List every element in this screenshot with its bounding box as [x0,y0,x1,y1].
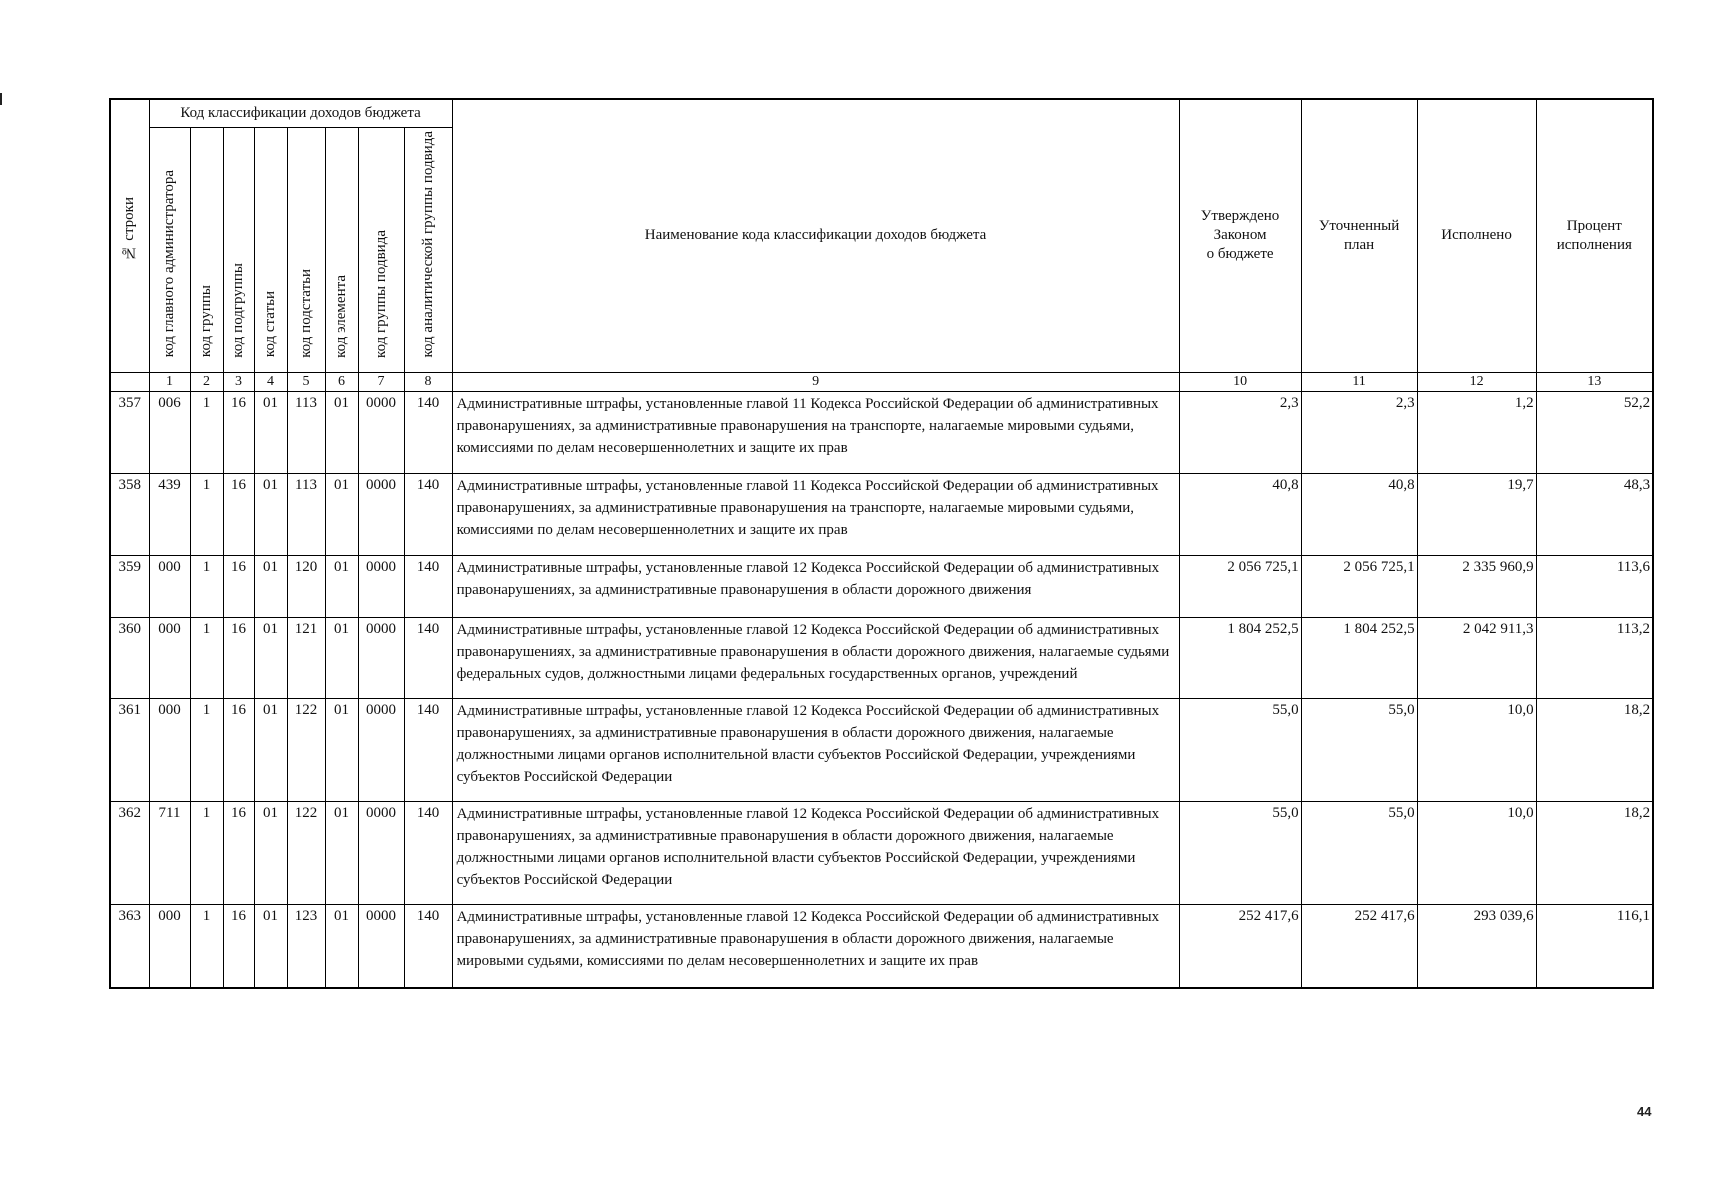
code-column-header: код подгруппы [223,127,254,372]
row-number-header: № строки [110,99,149,372]
column-number-cell: 5 [287,372,325,391]
code-cell: 1 [190,617,223,698]
column-number-cell: 11 [1301,372,1417,391]
percent-header: Процент исполнения [1536,99,1653,372]
revised-plan-header: Уточненный план [1301,99,1417,372]
revised-value-cell: 2,3 [1301,391,1417,473]
code-cell: 16 [223,555,254,617]
percent-value-cell: 116,1 [1536,904,1653,988]
code-cell: 16 [223,473,254,555]
name-header: Наименование кода классификации доходов бюджета [452,99,1179,372]
code-cell: 439 [149,473,190,555]
executed-value-cell: 293 039,6 [1417,904,1536,988]
code-cell: 0000 [358,391,404,473]
column-number-cell: 7 [358,372,404,391]
approved-value-cell: 55,0 [1179,801,1301,904]
column-number-cell: 2 [190,372,223,391]
executed-value-cell: 1,2 [1417,391,1536,473]
row-number-cell: 358 [110,473,149,555]
code-cell: 16 [223,801,254,904]
approved-value-cell: 2 056 725,1 [1179,555,1301,617]
percent-value-cell: 52,2 [1536,391,1653,473]
code-cell: 140 [404,617,452,698]
code-cell: 01 [254,473,287,555]
code-cell: 01 [325,391,358,473]
column-number-cell: 4 [254,372,287,391]
column-number-cell: 8 [404,372,452,391]
executed-value-cell: 2 335 960,9 [1417,555,1536,617]
revenue-name-cell: Административные штрафы, установленные главой 11 Кодекса Российской Федерации об административных правонарушениях, за административные правонарушения на транспорте, налагаемые мировыми судьями, комиссиями по делам несовершеннолетних и защите их прав [452,473,1179,555]
code-cell: 01 [254,391,287,473]
code-cell: 140 [404,473,452,555]
percent-value-cell: 18,2 [1536,801,1653,904]
revenue-name-cell: Административные штрафы, установленные главой 11 Кодекса Российской Федерации об административных правонарушениях, за административные правонарушения на транспорте, налагаемые мировыми судьями, комиссиями по делам несовершеннолетних и защите их прав [452,391,1179,473]
executed-value-cell: 10,0 [1417,698,1536,801]
executed-header: Исполнено [1417,99,1536,372]
code-cell: 1 [190,801,223,904]
row-number-cell: 360 [110,617,149,698]
code-cell: 113 [287,391,325,473]
code-cell: 711 [149,801,190,904]
code-cell: 122 [287,801,325,904]
code-cell: 000 [149,555,190,617]
code-cell: 01 [254,617,287,698]
executed-value-cell: 10,0 [1417,801,1536,904]
percent-value-cell: 18,2 [1536,698,1653,801]
code-cell: 0000 [358,555,404,617]
code-cell: 01 [325,904,358,988]
approved-value-cell: 2,3 [1179,391,1301,473]
code-cell: 140 [404,555,452,617]
executed-value-cell: 2 042 911,3 [1417,617,1536,698]
code-cell: 16 [223,698,254,801]
row-number-cell: 362 [110,801,149,904]
code-cell: 113 [287,473,325,555]
code-cell: 140 [404,698,452,801]
row-number-cell: 357 [110,391,149,473]
approved-value-cell: 55,0 [1179,698,1301,801]
code-cell: 0000 [358,801,404,904]
table-row [110,617,1653,698]
code-cell: 000 [149,698,190,801]
code-cell: 01 [325,801,358,904]
revenue-name-cell: Административные штрафы, установленные главой 12 Кодекса Российской Федерации об административных правонарушениях, за административные правонарушения в области дорожного движения, налагаемые должностными лицами органов исполнительной власти субъектов Российской Федерации, учреждениями субъектов Российской Федерации [452,698,1179,801]
code-cell: 121 [287,617,325,698]
revised-value-cell: 40,8 [1301,473,1417,555]
code-column-header: код элемента [325,127,358,372]
code-column-header: код подстатьи [287,127,325,372]
code-cell: 01 [254,698,287,801]
approved-value-cell: 1 804 252,5 [1179,617,1301,698]
code-column-header: код статьи [254,127,287,372]
code-cell: 120 [287,555,325,617]
revised-value-cell: 252 417,6 [1301,904,1417,988]
column-number-cell: 1 [149,372,190,391]
code-cell: 140 [404,391,452,473]
page-number: 44 [1637,1104,1652,1119]
code-cell: 000 [149,617,190,698]
table-row [110,904,1653,988]
column-number-cell: 10 [1179,372,1301,391]
approved-value-cell: 40,8 [1179,473,1301,555]
code-cell: 16 [223,391,254,473]
code-cell: 01 [325,555,358,617]
column-number-cell: 6 [325,372,358,391]
revised-value-cell: 2 056 725,1 [1301,555,1417,617]
code-cell: 0000 [358,698,404,801]
table-body [110,391,1653,988]
code-cell: 006 [149,391,190,473]
classification-group-header: Код классификации доходов бюджета [149,99,452,127]
column-numbers-row [110,372,1653,391]
code-column-header: код группы [190,127,223,372]
table-row [110,391,1653,473]
code-cell: 140 [404,801,452,904]
percent-value-cell: 48,3 [1536,473,1653,555]
code-cell: 122 [287,698,325,801]
table-row [110,473,1653,555]
code-cell: 1 [190,698,223,801]
column-number-cell [110,372,149,391]
revenue-name-cell: Административные штрафы, установленные главой 12 Кодекса Российской Федерации об административных правонарушениях, за административные правонарушения в области дорожного движения, налагаемые судьями федеральных судов, должностными лицами федеральных государственных органов, учреждений [452,617,1179,698]
approved-value-cell: 252 417,6 [1179,904,1301,988]
code-cell: 0000 [358,617,404,698]
table-row [110,555,1653,617]
code-cell: 01 [325,473,358,555]
column-number-cell: 13 [1536,372,1653,391]
code-cell: 01 [325,698,358,801]
row-number-cell: 363 [110,904,149,988]
revised-value-cell: 55,0 [1301,801,1417,904]
revised-value-cell: 1 804 252,5 [1301,617,1417,698]
revenue-name-cell: Административные штрафы, установленные главой 12 Кодекса Российской Федерации об административных правонарушениях, за административные правонарушения в области дорожного движения [452,555,1179,617]
code-cell: 1 [190,473,223,555]
code-column-header: код главного администратора [149,127,190,372]
table-row [110,698,1653,801]
row-number-cell: 361 [110,698,149,801]
code-cell: 123 [287,904,325,988]
code-column-header: код аналитической группы подвида [404,127,452,372]
code-cell: 1 [190,904,223,988]
percent-value-cell: 113,6 [1536,555,1653,617]
column-number-cell: 12 [1417,372,1536,391]
revised-value-cell: 55,0 [1301,698,1417,801]
margin-mark [0,93,2,105]
revenue-name-cell: Административные штрафы, установленные главой 12 Кодекса Российской Федерации об административных правонарушениях, за административные правонарушения в области дорожного движения, налагаемые мировыми судьями, комиссиями по делам несовершеннолетних и защите их прав [452,904,1179,988]
code-cell: 0000 [358,473,404,555]
code-cell: 01 [254,555,287,617]
table-row [110,801,1653,904]
code-cell: 1 [190,391,223,473]
code-column-header: код группы подвида [358,127,404,372]
column-number-cell: 3 [223,372,254,391]
executed-value-cell: 19,7 [1417,473,1536,555]
column-number-cell: 9 [452,372,1179,391]
code-cell: 16 [223,617,254,698]
code-cell: 01 [325,617,358,698]
percent-value-cell: 113,2 [1536,617,1653,698]
row-number-cell: 359 [110,555,149,617]
budget-revenue-table [109,98,1654,989]
revenue-name-cell: Административные штрафы, установленные главой 12 Кодекса Российской Федерации об административных правонарушениях, за административные правонарушения в области дорожного движения, налагаемые должностными лицами органов исполнительной власти субъектов Российской Федерации, учреждениями субъектов Российской Федерации [452,801,1179,904]
code-cell: 16 [223,904,254,988]
code-cell: 1 [190,555,223,617]
code-cell: 000 [149,904,190,988]
code-cell: 01 [254,904,287,988]
approved-header: Утверждено Законом о бюджете [1179,99,1301,372]
code-cell: 0000 [358,904,404,988]
table-header [110,99,1653,391]
code-cell: 140 [404,904,452,988]
code-cell: 01 [254,801,287,904]
